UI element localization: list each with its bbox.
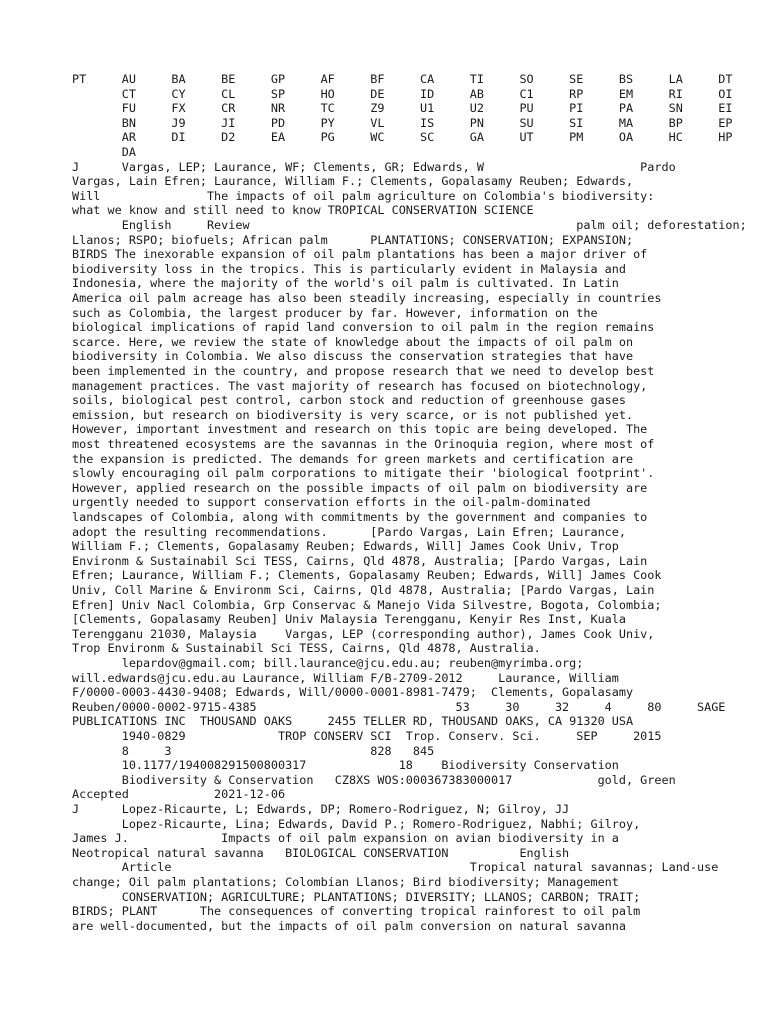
- text-line: English Review palm oil; deforestation;: [72, 218, 747, 232]
- text-line: Indonesia, where the majority of the world's oil palm is cultivated. In Latin: [72, 276, 619, 291]
- text-line: America oil palm acreage has also been steadily increasing, especially in countries: [72, 291, 662, 305]
- text-line: such as Colombia, the largest producer by far. However, information on the: [72, 305, 598, 320]
- text-line: urgently needed to support conservation efforts in the oil-palm-dominated: [72, 495, 591, 510]
- text-line: BIRDS; PLANT The consequences of converting tropical rainforest to oil palm: [72, 904, 641, 919]
- text-line: BIRDS The inexorable expansion of oil palm plantations has been a major driver of: [72, 247, 648, 262]
- text-line: DA: [72, 145, 136, 159]
- text-line: 1940-0829 TROP CONSERV SCI Trop. Conserv. Sci. SEP 2015: [72, 729, 662, 743]
- text-line: Trop Environm & Sustainabil Sci TESS, Cairns, Qld 4878, Australia.: [72, 641, 541, 656]
- text-line: Univ, Coll Marine & Environm Sci, Cairns, Qld 4878, Australia; [Pardo Vargas, Lain: [72, 583, 655, 597]
- text-line: emission, but research on biodiversity is very scarce, or is not published yet.: [72, 407, 634, 422]
- text-line: slowly encouraging oil palm corporations to mitigate their 'biological footprint'.: [72, 466, 655, 481]
- text-line: Biodiversity & Conservation CZ8XS WOS:000367383000017 gold, Green: [72, 772, 676, 787]
- text-line: F/0000-0003-4430-9408; Edwards, Will/0000-0001-8981-7479; Clements, Gopalasamy: [72, 685, 634, 700]
- text-line: biodiversity in Colombia. We also discuss the conservation strategies that have: [72, 349, 634, 364]
- text-line: biological implications of rapid land conversion to oil palm in the region remains: [72, 320, 655, 335]
- text-line: However, applied research on the possible impacts of oil palm on biodiversity are: [72, 480, 648, 495]
- text-line: been implemented in the country, and propose research that we need to develop best: [72, 364, 655, 378]
- text-line: Article Tropical natural savannas; Land-use: [72, 860, 719, 875]
- text-line: lepardov@gmail.com; bill.laurance@jcu.edu.au; reuben@myrimba.org;: [72, 656, 584, 670]
- text-line: Lopez-Ricaurte, Lina; Edwards, David P.; Romero-Rodriguez, Nabhi; Gilroy,: [72, 816, 641, 831]
- text-line: BN J9 JI PD PY VL IS PN SU SI MA BP EP: [72, 115, 733, 130]
- text-line: the expansion is predicted. The demands for green markets and certification are: [72, 451, 634, 466]
- text-line: Will The impacts of oil palm agriculture on Colombia's biodiversity:: [72, 188, 655, 203]
- text-line: Neotropical natural savanna BIOLOGICAL CONSERVATION English: [72, 845, 570, 860]
- text-line: However, important investment and research on this topic are being developed. The: [72, 422, 648, 437]
- text-line: CT CY CL SP HO DE ID AB C1 RP EM RI OI: [72, 86, 733, 101]
- text-line: landscapes of Colombia, along with commitments by the government and companies to: [72, 510, 648, 524]
- text-line: scarce. Here, we review the state of knowledge about the impacts of oil palm on: [72, 334, 634, 349]
- text-line: [Clements, Gopalasamy Reuben] Univ Malaysia Terengganu, Kenyir Res Inst, Kuala: [72, 612, 626, 627]
- text-line: Environm & Sustainabil Sci TESS, Cairns, Qld 4878, Australia; [Pardo Vargas, Lain: [72, 553, 648, 568]
- text-line: J Vargas, LEP; Laurance, WF; Clements, GR; Edwards, W Pardo: [72, 159, 676, 174]
- text-line: Vargas, Lain Efren; Laurance, William F.; Clements, Gopalasamy Reuben; Edwards,: [72, 174, 634, 189]
- text-line: William F.; Clements, Gopalasamy Reuben; Edwards, Will] James Cook Univ, Trop: [72, 539, 619, 554]
- text-line: AR DI D2 EA PG WC SC GA UT PM OA HC HP: [72, 130, 733, 145]
- text-line: Llanos; RSPO; biofuels; African palm PLANTATIONS; CONSERVATION; EXPANSION;: [72, 232, 634, 247]
- text-line: adopt the resulting recommendations. [Pardo Vargas, Lain Efren; Laurance,: [72, 524, 626, 539]
- text-line: James J. Impacts of oil palm expansion on avian biodiversity in a: [72, 831, 619, 846]
- text-line: FU FX CR NR TC Z9 U1 U2 PU PI PA SN EI: [72, 101, 733, 116]
- text-line: change; Oil palm plantations; Colombian Llanos; Bird biodiversity; Management: [72, 875, 619, 889]
- text-line: what we know and still need to know TROPICAL CONSERVATION SCIENCE: [72, 203, 534, 218]
- text-line: Efren; Laurance, William F.; Clements, Gopalasamy Reuben; Edwards, Will] James Cook: [72, 568, 662, 583]
- text-line: Efren] Univ Nacl Colombia, Grp Conservac & Manejo Vida Silvestre, Bogota, Colombia;: [72, 597, 662, 612]
- text-line: most threatened ecosystems are the savannas in the Orinoquia region, where most of: [72, 437, 655, 451]
- text-line: will.edwards@jcu.edu.au Laurance, William F/B-2709-2012 Laurance, William: [72, 670, 619, 685]
- text-line: Terengganu 21030, Malaysia Vargas, LEP (corresponding author), James Cook Univ,: [72, 626, 655, 641]
- text-line: soils, biological pest control, carbon stock and reduction of greenhouse gases: [72, 393, 626, 408]
- text-line: Reuben/0000-0002-9715-4385 53 30 32 4 80 SAGE: [72, 699, 726, 714]
- text-line: J Lopez-Ricaurte, L; Edwards, DP; Romero-Rodriguez, N; Gilroy, JJ: [72, 802, 570, 816]
- text-line: Accepted 2021-12-06: [72, 787, 286, 802]
- text-line: 10.1177/194008291500800317 18 Biodiversity Conservation: [72, 758, 619, 773]
- text-line: PT AU BA BE GP AF BF CA TI SO SE BS LA DT: [72, 72, 733, 86]
- text-line: 8 3 828 845: [72, 743, 435, 758]
- text-line: are well-documented, but the impacts of oil palm conversion on natural savanna: [72, 918, 626, 933]
- text-line: management practices. The vast majority of research has focused on biotechnology,: [72, 378, 648, 393]
- text-line: biodiversity loss in the tropics. This is particularly evident in Malaysia and: [72, 261, 626, 276]
- text-line: CONSERVATION; AGRICULTURE; PLANTATIONS; DIVERSITY; LLANOS; CARBON; TRAIT;: [72, 889, 641, 904]
- text-line: PUBLICATIONS INC THOUSAND OAKS 2455 TELLER RD, THOUSAND OAKS, CA 91320 USA: [72, 714, 634, 729]
